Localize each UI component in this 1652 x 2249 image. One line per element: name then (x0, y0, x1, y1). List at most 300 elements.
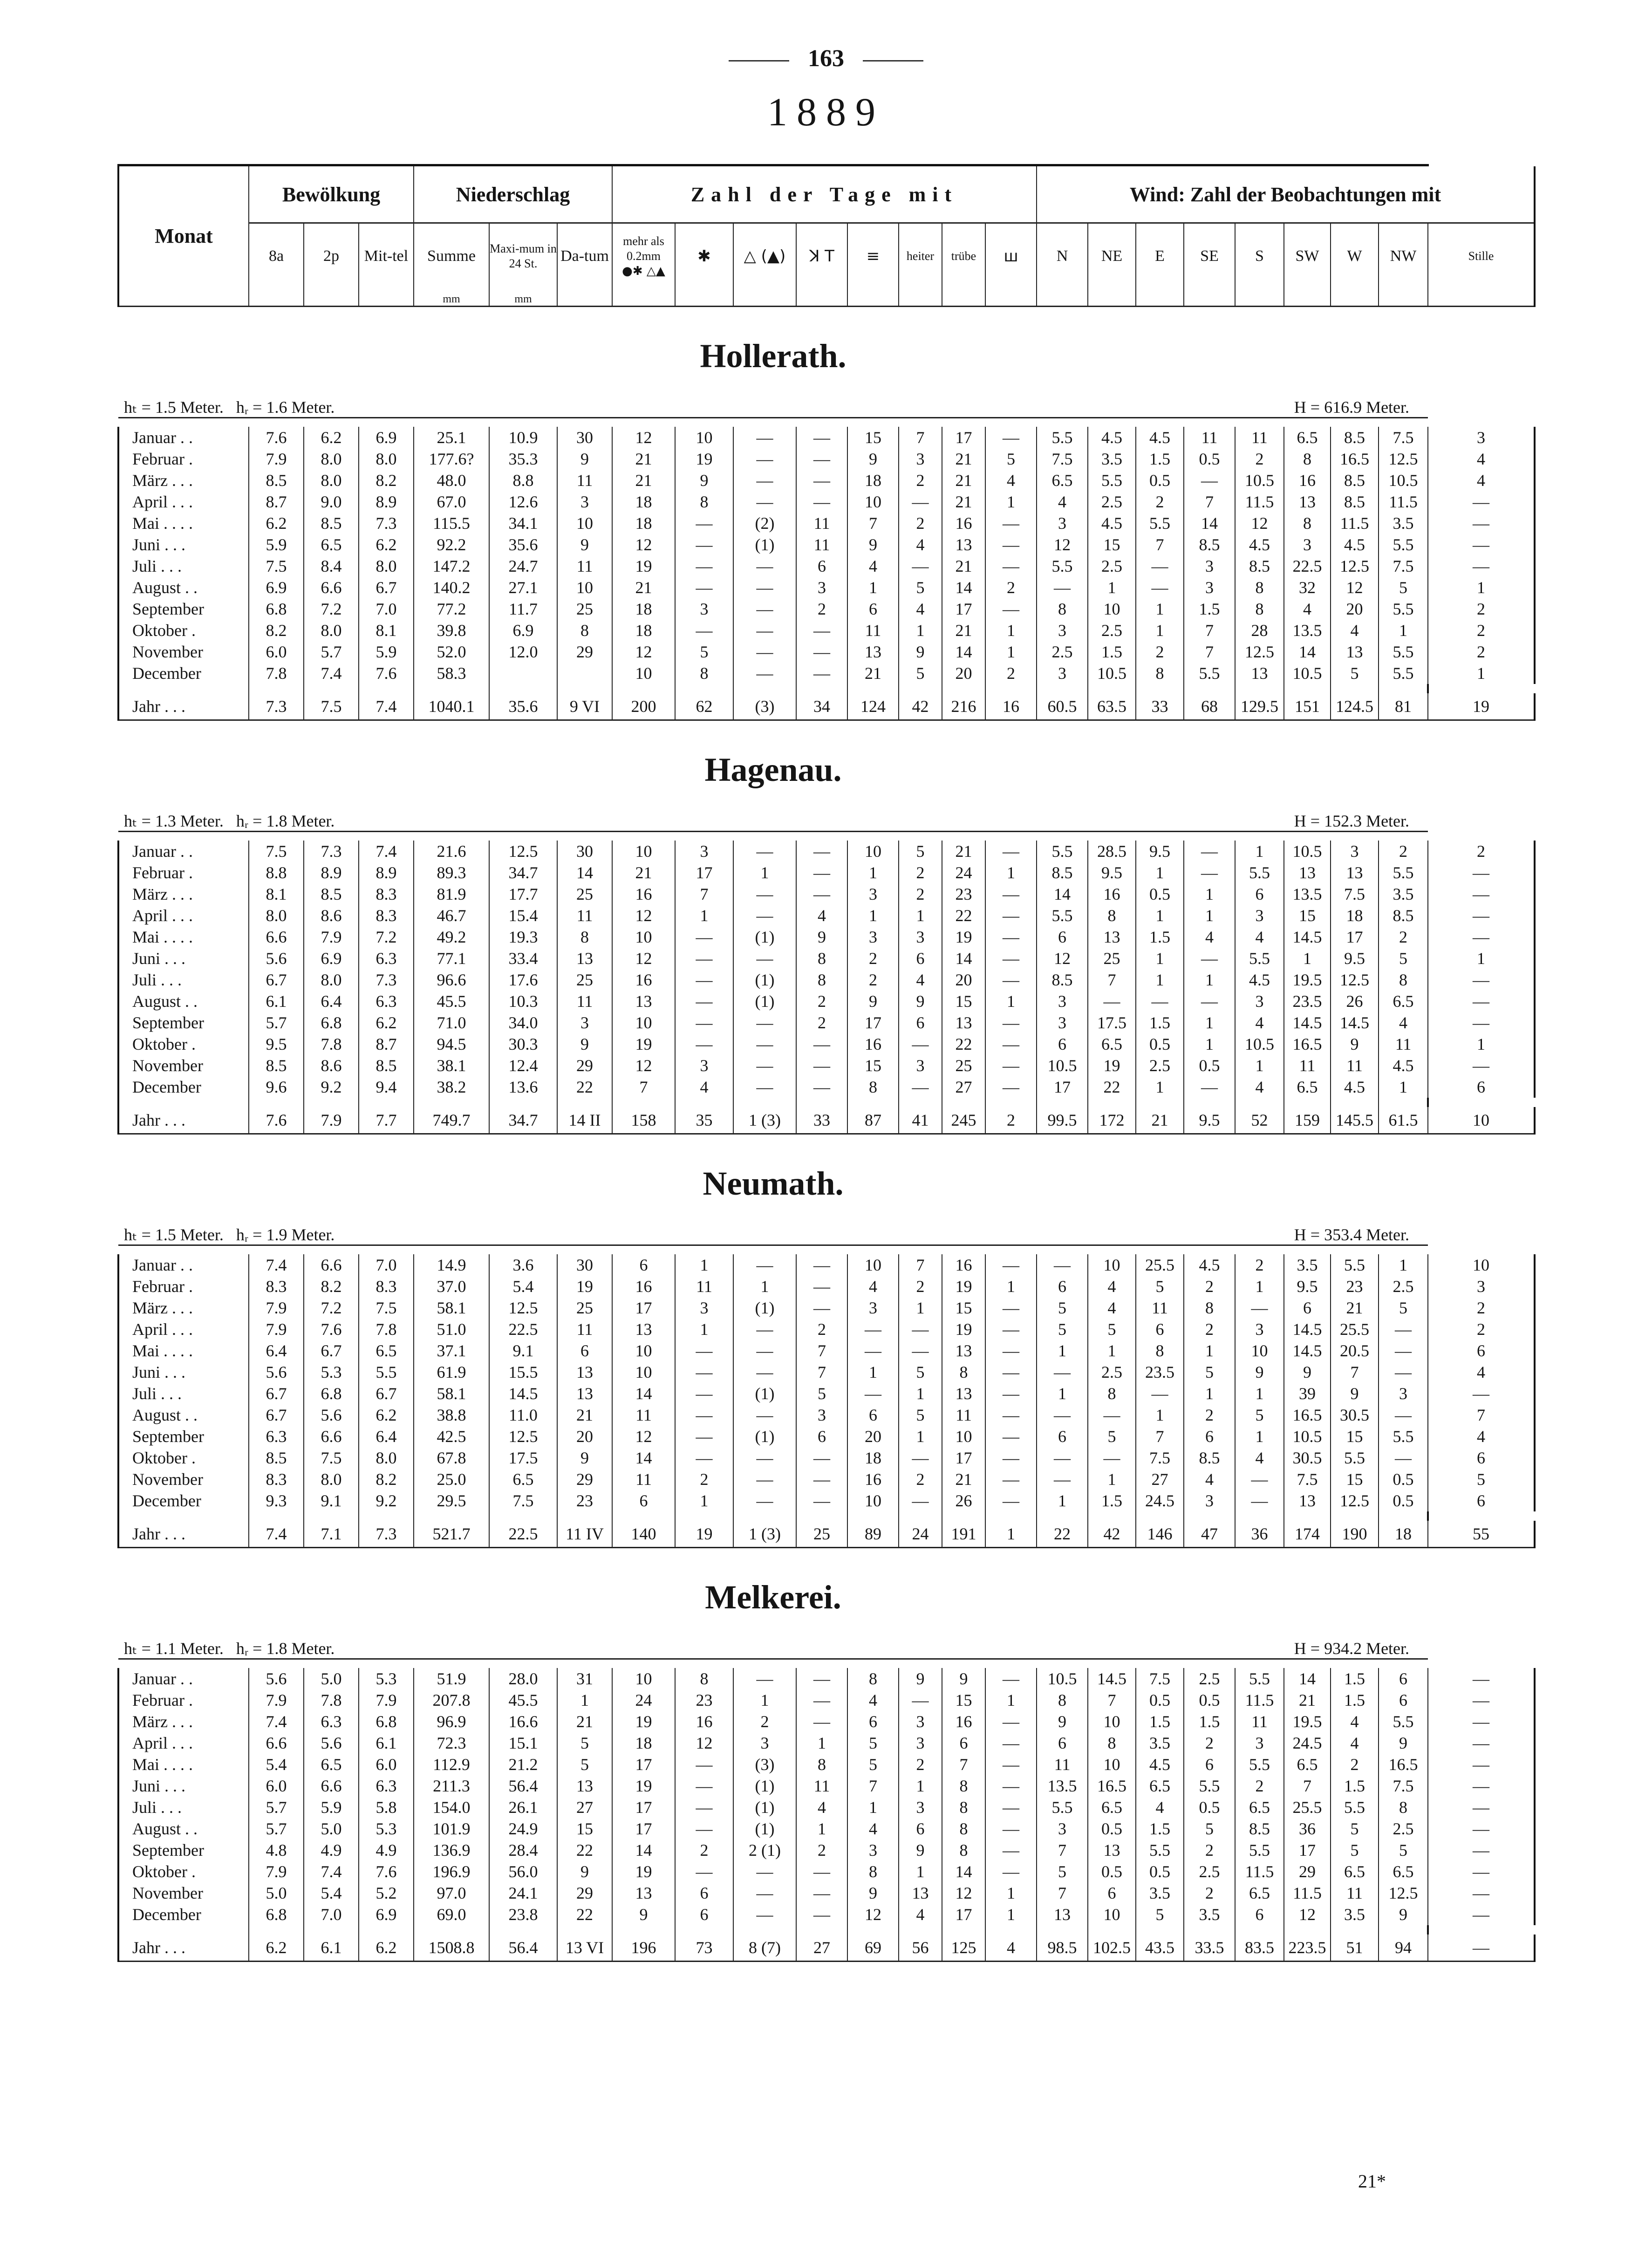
table-cell: 6.4 (249, 1340, 304, 1361)
table-row (118, 427, 1535, 448)
table-cell: 4 (899, 598, 942, 620)
table-cell: — (1088, 1447, 1136, 1469)
table-cell: 6.9 (489, 620, 557, 641)
table-cell: 174 (1284, 1521, 1331, 1548)
table-cell: (1) (733, 926, 796, 948)
month-label: April . . . (118, 1319, 249, 1340)
table-cell: 9 (796, 926, 847, 948)
table-cell: 0.5 (1136, 883, 1184, 905)
table-cell: 20 (1331, 598, 1379, 620)
table-cell: 1.5 (1331, 1689, 1379, 1711)
table-row (118, 1668, 1535, 1689)
table-cell: 3 (796, 577, 847, 598)
table-cell: 6.2 (249, 513, 304, 534)
table-cell: 2 (985, 663, 1037, 684)
month-label: Mai . . . . (118, 513, 249, 534)
table-cell: 5 (1037, 1297, 1088, 1319)
table-cell: 1 (796, 1732, 847, 1754)
table-cell: 67.0 (414, 491, 489, 513)
table-cell: 15 (1088, 534, 1136, 555)
table-cell: — (985, 1668, 1037, 1689)
table-cell: 2 (1136, 641, 1184, 663)
table-cell: 5.5 (1379, 1711, 1428, 1732)
table-cell: 17 (612, 1797, 675, 1818)
table-cell: 7.9 (304, 926, 359, 948)
table-cell: — (796, 1490, 847, 1511)
table-cell: 5 (899, 577, 942, 598)
table-cell: 3.5 (1184, 1904, 1235, 1925)
table-cell: 1 (1088, 1469, 1136, 1490)
table-cell: 7.4 (359, 693, 414, 720)
table-cell: 10 (1088, 598, 1136, 620)
table-cell: — (1428, 1797, 1535, 1818)
table-cell: 2 (847, 969, 899, 991)
table-cell: 5.0 (304, 1668, 359, 1689)
table-cell: 1 (847, 1797, 899, 1818)
hail-icon: △ (▲) (733, 223, 796, 289)
table-cell: 28 (1235, 620, 1284, 641)
table-cell: 8 (1088, 1383, 1136, 1404)
table-cell: — (796, 663, 847, 684)
table-cell: 12 (847, 1904, 899, 1925)
station-heights (118, 805, 675, 832)
table-cell: 47 (1184, 1521, 1235, 1548)
table-cell: 6 (899, 1012, 942, 1033)
month-label: November (118, 1055, 249, 1076)
table-cell: 4.5 (1235, 969, 1284, 991)
table-cell: 9.1 (489, 1340, 557, 1361)
table-cell: 1 (899, 620, 942, 641)
table-cell: 19 (675, 1521, 733, 1548)
table-cell: — (985, 1711, 1037, 1732)
table-cell: 4 (1088, 1276, 1136, 1297)
table-cell: — (899, 1033, 942, 1055)
table-cell: 14 (612, 1839, 675, 1861)
table-cell: — (796, 883, 847, 905)
table-cell: — (796, 1469, 847, 1490)
table-cell: 7.7 (359, 1107, 414, 1134)
table-cell: — (985, 1297, 1037, 1319)
month-label: Juli . . . (118, 969, 249, 991)
table-row (118, 1469, 1535, 1490)
table-cell: 20.5 (1331, 1340, 1379, 1361)
table-cell: 11 (1184, 427, 1235, 448)
table-cell: 13 (612, 1319, 675, 1340)
table-cell: 1.5 (1088, 1490, 1136, 1511)
table-cell: 7.2 (304, 1297, 359, 1319)
table-cell: 6.5 (1284, 1076, 1331, 1098)
table-cell: — (1428, 1904, 1535, 1925)
table-cell: 3 (899, 926, 942, 948)
col-w: W (1331, 223, 1379, 289)
table-cell: 4.9 (359, 1839, 414, 1861)
table-cell: 1040.1 (414, 693, 489, 720)
table-cell: 51.9 (414, 1668, 489, 1689)
table-row (118, 641, 1535, 663)
table-cell: 6.7 (249, 1404, 304, 1426)
table-cell: 17 (612, 1818, 675, 1839)
table-cell: 8 (796, 969, 847, 991)
table-cell: 13 (612, 1882, 675, 1904)
table-cell: — (733, 1904, 796, 1925)
table-cell: 211.3 (414, 1775, 489, 1797)
table-cell: 7.6 (359, 663, 414, 684)
table-cell: 9 (557, 1033, 612, 1055)
month-label: September (118, 1839, 249, 1861)
table-cell: — (796, 862, 847, 883)
table-cell: 3 (847, 926, 899, 948)
table-cell: 6.1 (304, 1935, 359, 1962)
table-cell: 0.5 (1184, 1797, 1235, 1818)
table-cell: — (733, 641, 796, 663)
table-cell: 6.9 (359, 1904, 414, 1925)
table-cell: 5.5 (1037, 905, 1088, 926)
table-cell: 6.5 (1379, 991, 1428, 1012)
table-row (118, 1404, 1535, 1426)
table-cell: 12 (612, 1055, 675, 1076)
table-cell: 1.5 (1184, 598, 1235, 620)
table-cell: — (1037, 1469, 1088, 1490)
month-label: September (118, 1012, 249, 1033)
table-cell: 7.6 (249, 1107, 304, 1134)
table-cell: 1 (847, 1361, 899, 1383)
table-cell: 12.5 (1331, 555, 1379, 577)
table-cell: 5.2 (359, 1882, 414, 1904)
month-label: Jahr . . . (118, 1935, 249, 1962)
table-cell: 21 (847, 663, 899, 684)
table-cell: 7.9 (249, 1297, 304, 1319)
table-cell: 5 (675, 641, 733, 663)
header-wind: Wind: Zahl der Beobachtungen mit (1037, 166, 1535, 223)
table-cell: 7.9 (249, 448, 304, 470)
table-cell: 16.6 (489, 1711, 557, 1732)
table-cell: 21.6 (414, 841, 489, 862)
table-row (118, 905, 1535, 926)
table-cell: 6 (847, 1404, 899, 1426)
table-cell: 9 VI (557, 693, 612, 720)
table-cell: 2 (796, 1839, 847, 1861)
table-cell: 10 (612, 926, 675, 948)
table-cell: 18 (1379, 1521, 1428, 1548)
table-cell: 5 (1235, 1404, 1284, 1426)
unit-summe: mm (414, 289, 489, 307)
table-cell: 5 (899, 663, 942, 684)
table-cell: — (675, 1404, 733, 1426)
table-cell: 4 (1284, 598, 1331, 620)
table-cell: 9 (1379, 1904, 1428, 1925)
table-cell: 96.6 (414, 969, 489, 991)
table-cell: 9.2 (304, 1076, 359, 1098)
station-heights (118, 1632, 675, 1659)
table-cell: 0.5 (1379, 1490, 1428, 1511)
table-cell: 2 (899, 862, 942, 883)
table-cell: 7 (847, 513, 899, 534)
table-cell: 6.7 (359, 1383, 414, 1404)
table-cell: 3 (847, 1297, 899, 1319)
table-cell: 1 (1235, 1055, 1284, 1076)
table-cell: 7.3 (249, 693, 304, 720)
table-cell: 8.5 (359, 1055, 414, 1076)
table-cell: — (985, 534, 1037, 555)
table-cell: 98.5 (1037, 1935, 1088, 1962)
table-cell: 5.5 (1235, 948, 1284, 969)
table-cell: 22 (942, 905, 985, 926)
month-label: April . . . (118, 905, 249, 926)
table-cell: 8.9 (359, 491, 414, 513)
table-cell: 24.5 (1136, 1490, 1184, 1511)
table-cell: 3.5 (1331, 1904, 1379, 1925)
table-cell: — (796, 1904, 847, 1925)
table-cell: 1 (733, 1276, 796, 1297)
table-cell: — (985, 1775, 1037, 1797)
table-cell: 7.6 (359, 1861, 414, 1882)
table-cell: 14.5 (1088, 1668, 1136, 1689)
year-heading: 1889 (767, 89, 885, 134)
table-cell: 7.8 (304, 1689, 359, 1711)
table-cell: 21.2 (489, 1754, 557, 1775)
table-cell: 11 (675, 1276, 733, 1297)
table-cell: 207.8 (414, 1689, 489, 1711)
table-cell: 1 (1235, 841, 1284, 862)
table-cell: 10.5 (1088, 663, 1136, 684)
table-cell: 15 (1284, 905, 1331, 926)
table-cell: 5 (1088, 1319, 1136, 1340)
table-cell: 5 (899, 1361, 942, 1383)
table-cell: 14.5 (1284, 926, 1331, 948)
table-cell: 1 (675, 905, 733, 926)
table-cell: 1 (985, 1904, 1037, 1925)
table-cell: 8.0 (304, 470, 359, 491)
table-cell: 10 (612, 1012, 675, 1033)
table-cell: 7.4 (249, 1254, 304, 1276)
table-cell: — (1235, 1297, 1284, 1319)
col-mehr-label: mehr als 0.2mm (623, 234, 664, 263)
table-cell: 52.0 (414, 641, 489, 663)
table-cell: 6 (1037, 1732, 1088, 1754)
table-cell: 9 (1379, 1732, 1428, 1754)
table-cell: 5.7 (249, 1012, 304, 1033)
table-cell: 11 (1136, 1297, 1184, 1319)
table-cell: 6 (675, 1882, 733, 1904)
table-cell: 6.6 (249, 1732, 304, 1754)
table-cell: 521.7 (414, 1521, 489, 1548)
table-cell: — (899, 1319, 942, 1340)
table-cell: 5.4 (489, 1276, 557, 1297)
table-cell: — (733, 1319, 796, 1340)
table-cell: 8 (1379, 969, 1428, 991)
table-cell: 1 (1235, 1383, 1284, 1404)
table-cell: 17 (942, 598, 985, 620)
table-cell: — (985, 1797, 1037, 1818)
table-cell: 136.9 (414, 1839, 489, 1861)
table-cell: 12.5 (489, 1297, 557, 1319)
table-cell: 6 (1428, 1490, 1535, 1511)
table-row (118, 470, 1535, 491)
table-cell: — (985, 598, 1037, 620)
table-cell: 56.4 (489, 1935, 557, 1962)
table-cell: — (733, 883, 796, 905)
table-cell: 8 (847, 1668, 899, 1689)
table-cell: 37.0 (414, 1276, 489, 1297)
table-cell: 1.5 (1331, 1668, 1379, 1689)
table-cell: — (733, 620, 796, 641)
table-cell: 11 (1331, 1055, 1379, 1076)
table-cell: 12 (1284, 1904, 1331, 1925)
table-cell: 42.5 (414, 1426, 489, 1447)
table-cell: 8.1 (359, 620, 414, 641)
table-cell: 12 (1331, 577, 1379, 598)
table-cell: — (985, 1254, 1037, 1276)
table-cell: 6 (796, 1426, 847, 1447)
month-label: Juni . . . (118, 1361, 249, 1383)
table-cell: 10 (1088, 1904, 1136, 1925)
table-cell: 7 (899, 1254, 942, 1276)
table-cell: 1 (1184, 1340, 1235, 1361)
col-heiter: heiter (899, 223, 942, 289)
table-cell: 25.1 (414, 427, 489, 448)
table-cell: 6.6 (304, 1426, 359, 1447)
table-cell: — (675, 969, 733, 991)
table-cell: 1 (985, 491, 1037, 513)
table-cell: 8 (942, 1361, 985, 1383)
table-cell: 6.5 (1136, 1775, 1184, 1797)
table-cell: — (796, 1447, 847, 1469)
table-cell: 8.5 (1331, 427, 1379, 448)
table-cell: 21 (942, 491, 985, 513)
table-cell: 7.9 (249, 1861, 304, 1882)
table-cell: 15.5 (489, 1361, 557, 1383)
table-cell: 245 (942, 1107, 985, 1134)
table-cell: 5.6 (249, 1361, 304, 1383)
table-cell: — (796, 491, 847, 513)
table-cell: 28.5 (1088, 841, 1136, 862)
table-cell: 68 (1184, 693, 1235, 720)
table-cell: 8.2 (249, 620, 304, 641)
table-cell: — (985, 1033, 1037, 1055)
table-cell: 30.3 (489, 1033, 557, 1055)
table-cell: 5.6 (304, 1732, 359, 1754)
table-cell: 21 (942, 448, 985, 470)
table-cell: 5.5 (1136, 513, 1184, 534)
table-cell: 9 (1235, 1361, 1284, 1383)
table-cell: 154.0 (414, 1797, 489, 1818)
table-cell: 6.7 (249, 1383, 304, 1404)
table-cell: 7.5 (1037, 448, 1088, 470)
table-row (118, 1447, 1535, 1469)
table-cell: 14 (942, 1861, 985, 1882)
table-cell: (1) (733, 1797, 796, 1818)
table-cell: 23 (557, 1490, 612, 1511)
table-cell: 22 (1037, 1521, 1088, 1548)
table-cell: 3 (1184, 1490, 1235, 1511)
table-cell: 4.5 (1331, 1076, 1379, 1098)
header-bewoelkung: Bewölkung (249, 166, 414, 223)
col-maximum: Maxi-mum in 24 St. (489, 223, 557, 289)
table-cell: 25 (1088, 948, 1136, 969)
table-row (118, 1297, 1535, 1319)
table-cell: 6.6 (249, 926, 304, 948)
table-cell: 0.5 (1088, 1861, 1136, 1882)
table-cell: 13 (557, 1383, 612, 1404)
table-cell: — (1088, 1404, 1136, 1426)
table-cell: — (675, 1797, 733, 1818)
station-heights (118, 391, 675, 418)
table-cell: — (985, 1076, 1037, 1098)
table-cell: 11 (557, 905, 612, 926)
table-cell: 34.0 (489, 1012, 557, 1033)
table-cell: 81 (1379, 693, 1428, 720)
table-cell: 43.5 (1136, 1935, 1184, 1962)
table-cell: 19 (612, 1711, 675, 1732)
table-cell: 56 (899, 1935, 942, 1962)
table-cell: 2 (1428, 841, 1535, 862)
table-cell: 2 (796, 598, 847, 620)
table-cell: 8.3 (249, 1276, 304, 1297)
table-cell: — (985, 969, 1037, 991)
table-cell: 8.2 (359, 1469, 414, 1490)
table-cell: 1 (3) (733, 1107, 796, 1134)
table-cell: 1 (899, 1383, 942, 1404)
table-cell: — (1428, 555, 1535, 577)
table-cell: 8 (557, 620, 612, 641)
table-cell: 7.5 (1331, 883, 1379, 905)
table-cell: 7 (1136, 534, 1184, 555)
table-cell: 8 (942, 1797, 985, 1818)
table-cell: 4.5 (1184, 1254, 1235, 1276)
table-cell: 7.6 (249, 427, 304, 448)
table-row (118, 555, 1535, 577)
month-label: November (118, 641, 249, 663)
table-cell: 12 (612, 427, 675, 448)
table-cell: 12.0 (489, 641, 557, 663)
station-block (118, 1548, 1535, 1962)
table-cell: 20 (942, 969, 985, 991)
table-cell: — (985, 1839, 1037, 1861)
table-cell: 7 (942, 1754, 985, 1775)
table-cell: 29 (557, 641, 612, 663)
table-cell: 8.5 (1331, 470, 1379, 491)
table-cell: 11.7 (489, 598, 557, 620)
table-cell: 45.5 (489, 1689, 557, 1711)
table-cell: — (796, 1276, 847, 1297)
table-cell: (1) (733, 991, 796, 1012)
table-cell: 223.5 (1284, 1935, 1331, 1962)
station-altitude: H = 934.2 Meter. (1294, 1639, 1410, 1658)
table-cell: 5.9 (304, 1797, 359, 1818)
table-cell: 13.5 (1284, 620, 1331, 641)
table-cell: 5.9 (249, 534, 304, 555)
table-cell: 1 (796, 1818, 847, 1839)
table-cell: 6 (1235, 1904, 1284, 1925)
month-label: Januar . . (118, 427, 249, 448)
table-cell: 3 (899, 1055, 942, 1076)
table-row (118, 1055, 1535, 1076)
table-cell: 11 IV (557, 1521, 612, 1548)
table-row (118, 577, 1535, 598)
table-cell: 2 (985, 577, 1037, 598)
table-cell: 5 (1184, 1818, 1235, 1839)
table-cell: 115.5 (414, 513, 489, 534)
table-row (118, 1340, 1535, 1361)
table-cell: 6.8 (304, 1012, 359, 1033)
table-cell: 77.1 (414, 948, 489, 969)
table-cell: 145.5 (1331, 1107, 1379, 1134)
table-cell: 8.0 (304, 448, 359, 470)
table-cell: 2 (796, 991, 847, 1012)
table-cell: 30.5 (1331, 1404, 1379, 1426)
table-cell: 7.4 (359, 841, 414, 862)
table-cell: 8.5 (249, 1447, 304, 1469)
